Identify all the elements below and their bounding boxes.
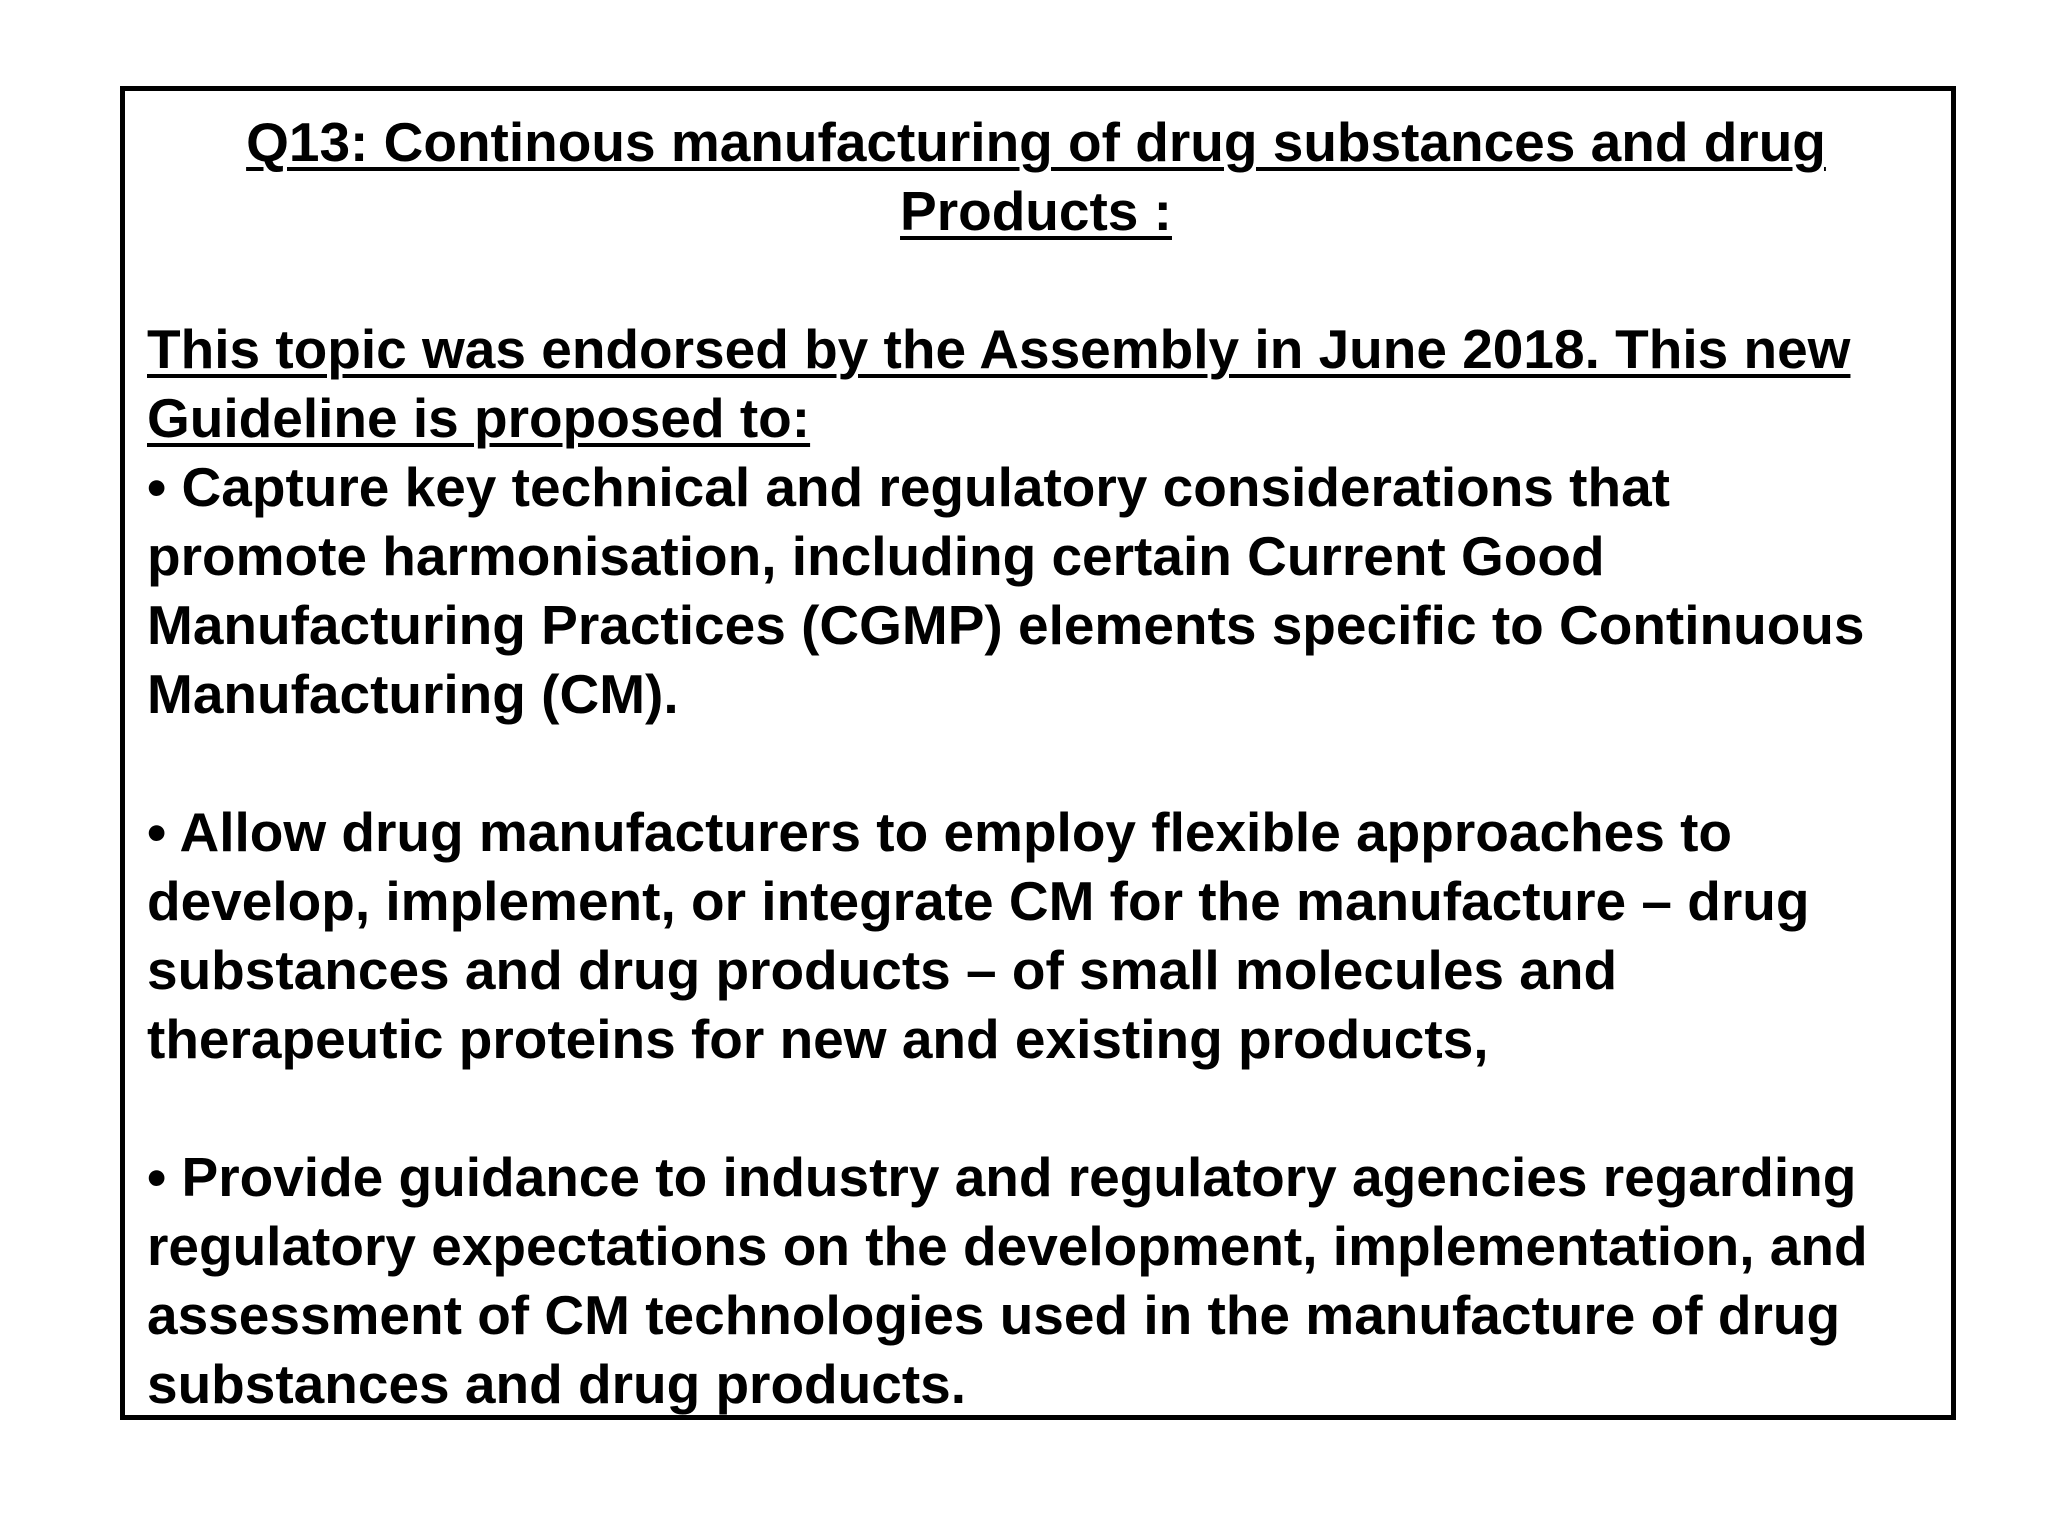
bullet-line: develop, implement, or integrate CM for the manufacture – drug xyxy=(147,870,1810,932)
bullet-line: assessment of CM technologies used in the manufacture of drug xyxy=(147,1284,1841,1346)
title-line: Q13: Continous manufacturing of drug substances and drug xyxy=(246,111,1826,173)
content-frame xyxy=(120,86,1956,1420)
intro-paragraph xyxy=(147,315,1925,453)
spacer xyxy=(147,1074,1925,1143)
title-line: Products : xyxy=(900,180,1172,242)
bullet-line: • Provide guidance to industry and regulatory agencies regarding xyxy=(147,1146,1857,1208)
page-title xyxy=(147,108,1925,246)
bullet-item xyxy=(147,453,1925,729)
intro-line: Guideline is proposed to: xyxy=(147,387,811,449)
bullet-item xyxy=(147,1143,1925,1419)
bullet-line: therapeutic proteins for new and existing products, xyxy=(147,1008,1489,1070)
bullet-line: substances and drug products – of small molecules and xyxy=(147,939,1618,1001)
bullet-line: • Capture key technical and regulatory considerations that xyxy=(147,456,1670,518)
bullet-line: promote harmonisation, including certain Current Good xyxy=(147,525,1605,587)
bullet-line: regulatory expectations on the development, implementation, and xyxy=(147,1215,1868,1277)
bullet-line: Manufacturing (CM). xyxy=(147,663,679,725)
bullet-item xyxy=(147,798,1925,1074)
spacer xyxy=(147,729,1925,798)
bullet-line: substances and drug products. xyxy=(147,1353,967,1415)
intro-line: This topic was endorsed by the Assembly in June 2018. This new xyxy=(147,318,1851,380)
bullet-line: Manufacturing Practices (CGMP) elements specific to Continuous xyxy=(147,594,1865,656)
bullet-line: • Allow drug manufacturers to employ flexible approaches to xyxy=(147,801,1733,863)
